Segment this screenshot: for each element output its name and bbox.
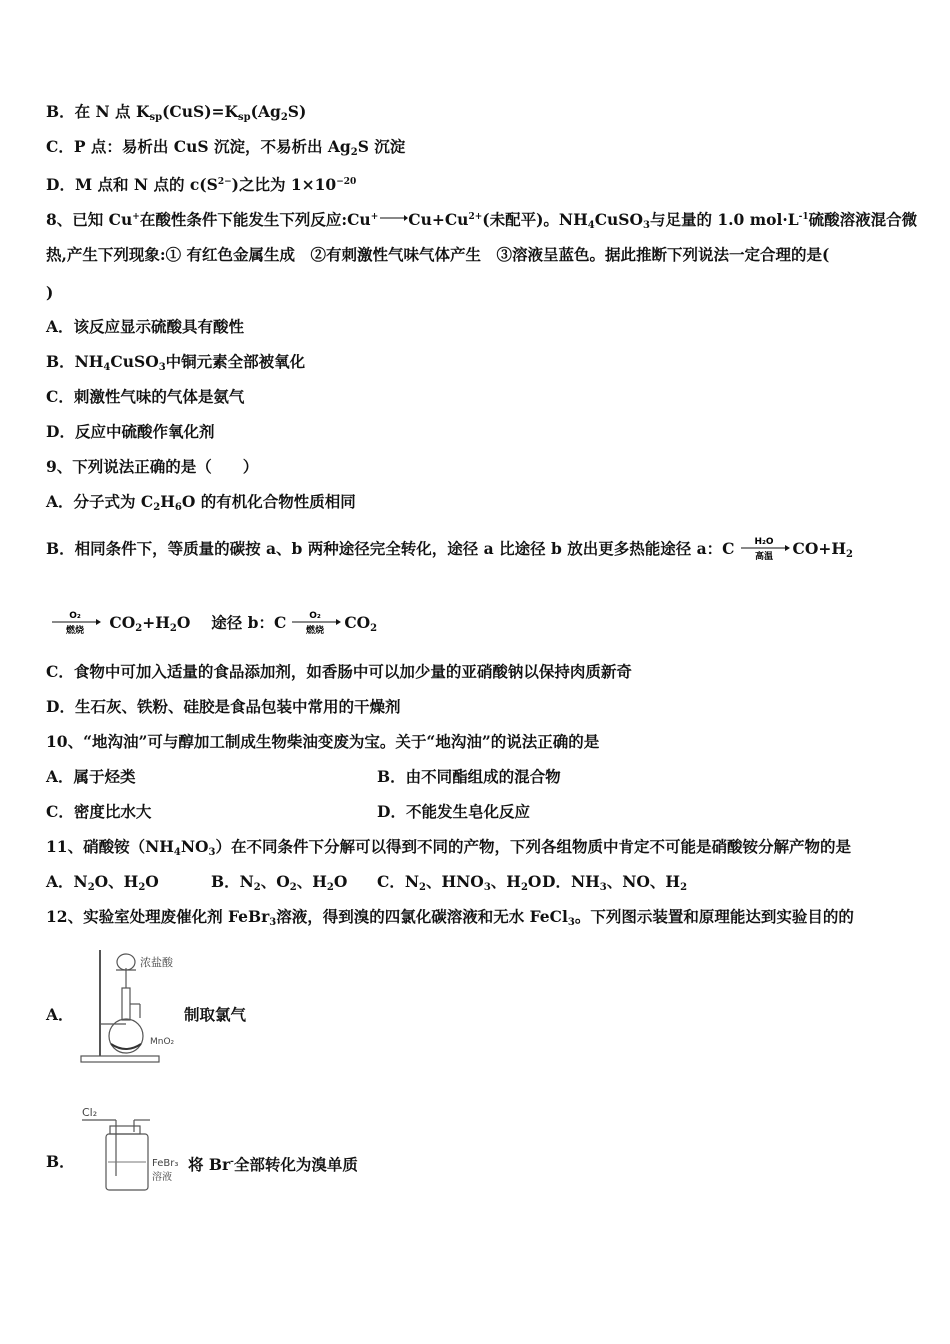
q8-option-b: B．$NH_4CuSO_3$中铜元素全部被氧化: [46, 352, 306, 373]
reaction-arrow-icon: [735, 539, 793, 561]
q12-stem: 12、实验室处理废催化剂 FeBr$_3$溶液，得到溴的四氯化碳溶液和无水 FeCl$_3$。下列图示装置和原理能达到实验目的的: [46, 907, 854, 928]
q9-option-b-line2: O₂ 燃烧 $CO_2+H_2O$ 途径 b：C O₂ 燃烧 $CO_2$: [46, 612, 377, 640]
q11-stem: 11、硝酸铵$(NH_4NO_3)$在不同条件下分解可以得到不同的产物，下列各组物质中肯定不可能是硝酸铵分解产物的是: [46, 837, 852, 858]
hydrochloric-acid-label: 浓盐酸: [140, 956, 173, 969]
solution-label: 溶液: [152, 1172, 172, 1183]
svg-text:O₂: O₂: [309, 611, 322, 621]
gas-washing-bottle-figure: [80, 1104, 190, 1194]
svg-text:H₂O: H₂O: [753, 537, 774, 547]
q11-option-a: A．$N_2O$、$H_2O$: [46, 872, 159, 893]
q12-option-a-text: 制取氯气: [184, 1005, 247, 1024]
q11-option-d: D．$NH_3$、NO、$H_2$: [542, 872, 688, 893]
q9-stem: 9、下列说法正确的是（ ）: [46, 457, 259, 476]
q8-option-c: C．刺激性气味的气体是氨气: [46, 387, 245, 406]
reaction-arrow-icon: [286, 613, 344, 635]
q12-option-a-label: A．: [46, 1005, 74, 1024]
chlorine-generator-apparatus-figure: [78, 944, 188, 1066]
reaction-arrow-icon: [46, 613, 104, 635]
q7-option-c: C．P 点：易析出 CuS 沉淀，不易析出 $Ag_2S$ 沉淀: [46, 137, 406, 158]
svg-text:O₂: O₂: [69, 611, 81, 621]
q8-stem-line3: ): [46, 283, 54, 302]
svg-text:高温: 高温: [754, 552, 773, 562]
febr3-label: FeBr₃: [152, 1158, 179, 1169]
q10-option-b: B．由不同酯组成的混合物: [377, 767, 561, 786]
q9-option-d: D．生石灰、铁粉、硅胶是食品包装中常用的干燥剂: [46, 697, 401, 716]
q7-option-d: D．M 点和 N 点的 $c(S^{2-})$之比为 $1\times 10^{-20}$: [46, 175, 357, 194]
q7-option-b: B．在 N 点 $K_{sp}(CuS)=K_{sp}(Ag_2S)$: [46, 102, 307, 123]
q10-option-d: D．不能发生皂化反应: [377, 802, 530, 821]
q9-option-b-line1: B．相同条件下，等质量的碳按 a、b 两种途径完全转化，途径 a 比途径 b 放出更多热能途径 a：C H₂O 高温 $CO+H_2$: [46, 537, 853, 562]
q12-option-b-label: B．: [46, 1152, 75, 1171]
reaction-arrow-icon: [378, 210, 408, 232]
q10-option-c: C．密度比水大: [46, 802, 152, 821]
q9-option-a: A．分子式为 $C_2H_6O$ 的有机化合物性质相同: [46, 492, 356, 513]
q9-option-c: C．食物中可加入适量的食品添加剂，如香肠中可以加少量的亚硝酸钠以保持肉质新奇: [46, 662, 632, 681]
svg-text:燃烧: 燃烧: [65, 626, 85, 636]
q8-stem-line2: 热,产生下列现象:① 有红色金属生成 ②有刺激性气味气体产生 ③溶液呈蓝色。据此推断下列说法一定合理的是(: [46, 245, 830, 264]
mno2-label: MnO₂: [150, 1037, 175, 1047]
q12-option-b-text: 将 Br-全部转化为溴单质: [188, 1155, 358, 1174]
q10-stem: 10、“地沟油”可与醇加工制成生物柴油变废为宝。关于“地沟油”的说法正确的是: [46, 732, 600, 751]
q11-option-b: B．$N_2$、$O_2$、$H_2O$: [211, 872, 348, 893]
q11-option-c: C．$N_2$、$HNO_3$、$H_2O$: [377, 872, 542, 893]
svg-text:燃烧: 燃烧: [306, 626, 325, 636]
q8-option-d: D．反应中硫酸作氧化剂: [46, 422, 215, 441]
q10-option-a: A．属于烃类: [46, 767, 136, 786]
chlorine-label: Cl₂: [82, 1106, 98, 1119]
q8-stem-line1: 8、已知 Cu+在酸性条件下能发生下列反应:Cu+ $Cu+Cu^{2+}$(未配平)。$NH_4CuSO_3$与足量的 1.0 $mol\cdot L^{-1}$硫酸溶液混合微: [46, 210, 918, 231]
q8-option-a: A．该反应显示硫酸具有酸性: [46, 317, 245, 336]
